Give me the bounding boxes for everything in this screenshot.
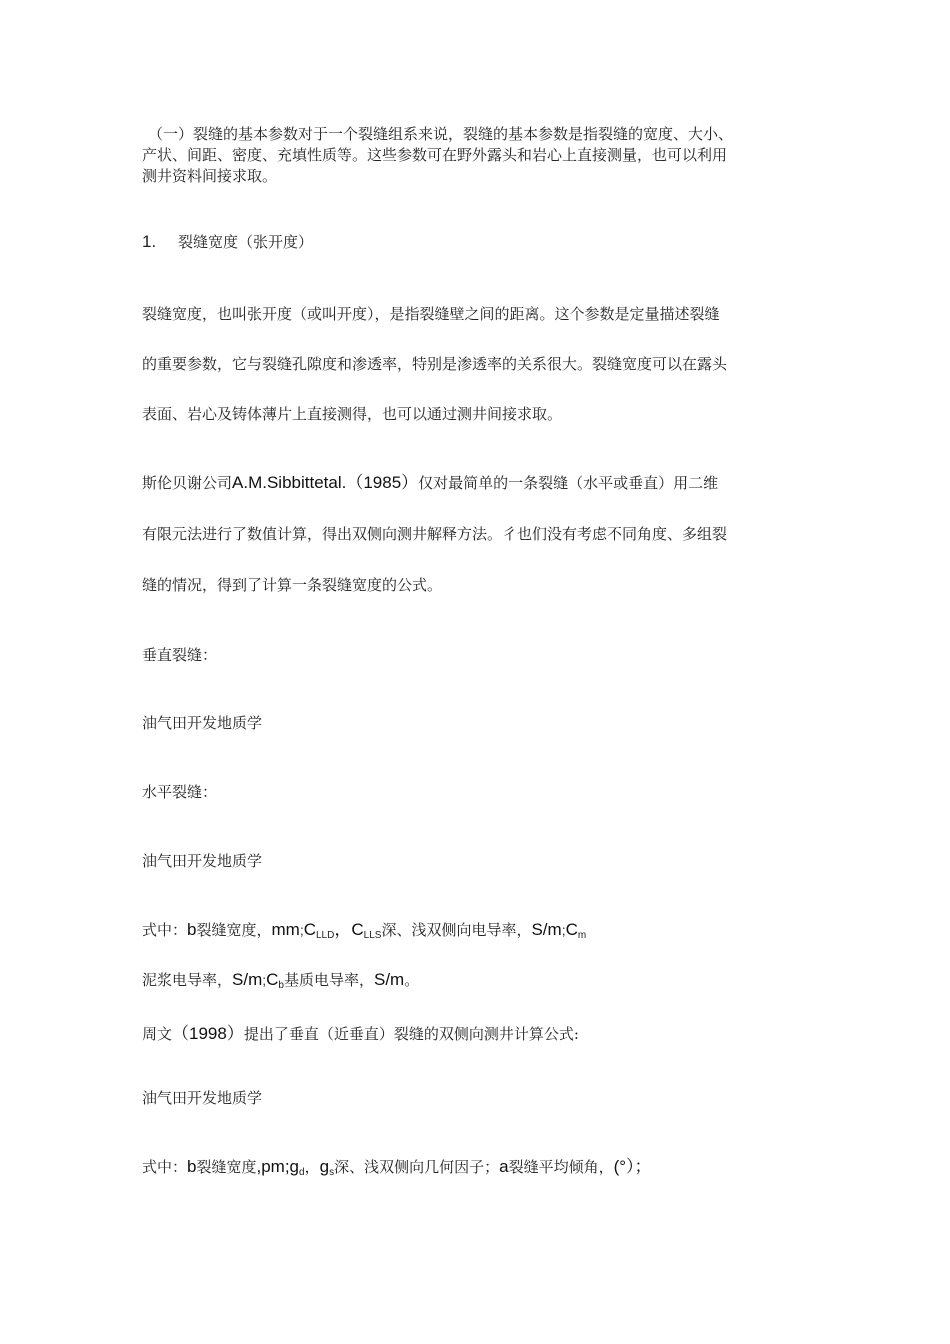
separator: ;: [262, 972, 267, 988]
where-clause-2: [142, 1157, 652, 1183]
where-clause-1: [142, 920, 586, 946]
author-name: 周文: [142, 1025, 173, 1043]
comma: ，: [334, 920, 352, 939]
subscript-d: d: [299, 1167, 305, 1178]
intro-paragraph: [142, 124, 812, 187]
section-heading-1: [142, 232, 313, 252]
subscript-lls: LLS: [363, 930, 382, 941]
period: 。: [404, 971, 420, 989]
comma: ，: [304, 1158, 320, 1176]
where-clause-1b: [142, 970, 419, 996]
para2-line-1-rest: 仅对最简单的一条裂缝（水平或垂直）用二维: [418, 474, 719, 492]
separator: ;: [299, 922, 304, 938]
para3: [142, 1024, 579, 1044]
symbol-c: C: [303, 920, 316, 939]
subscript-m: m: [577, 930, 587, 941]
where-prefix: 式中：: [142, 1158, 188, 1176]
subscript-lld: LLD: [316, 930, 335, 941]
symbol-b: b: [187, 920, 197, 939]
symbol-b: b: [187, 1157, 197, 1176]
para1-line-1: 裂缝宽度，也叫张开度（或叫开度），是指裂缝壁之间的距离。这个参数是定量描述裂缝: [142, 305, 720, 323]
symbol-c: C: [351, 920, 364, 939]
term-text: 裂缝平均倾角，: [508, 1158, 614, 1176]
unit-sm: S/m: [232, 970, 263, 989]
para1-line-2: 的重要参数，它与裂缝孔隙度和渗透率，特别是渗透率的关系很大。裂缝宽度可以在露头: [142, 355, 728, 373]
subscript-s: s: [329, 1167, 335, 1178]
para2-line-2: 有限元法进行了数值计算，得出双侧向测井解释方法。彳也们没有考虑不同角度、多组裂: [142, 525, 728, 543]
term-text: 裂缝宽度: [196, 1158, 257, 1176]
vertical-fracture-label: 垂直裂缝：: [142, 646, 218, 664]
citation-year: （1998）: [172, 1024, 244, 1043]
para1-line-3: 表面、岩心及铸体薄片上直接测得，也可以通过测井间接求取。: [142, 405, 563, 423]
formula-placeholder-2: 油气田开发地质学: [142, 852, 263, 870]
intro-line-2: 产状、间距、密度、充填性质等。这些参数可在野外露头和岩心上直接测量，也可以利用: [142, 146, 728, 164]
para3-text: 提出了垂直（近垂直）裂缝的双侧向测井计算公式:: [243, 1025, 579, 1043]
term-text: 深、浅双侧向几何因子；: [334, 1158, 500, 1176]
section-title: 裂缝宽度（张开度）: [178, 233, 314, 251]
unit-degree: (°）；: [613, 1157, 652, 1176]
term-text: 深、浅双侧向电导率，: [381, 921, 532, 939]
citation: A.M.Sibbittetal.（1985）: [232, 473, 419, 492]
para2-line-3: 缝的情况，得到了计算一条裂缝宽度的公式。: [142, 576, 443, 594]
separator: ;: [561, 922, 566, 938]
term-text: 泥浆电导率，: [142, 971, 233, 989]
intro-line-3: 测井资料间接求取。: [142, 167, 278, 185]
section-number: 1.: [142, 232, 157, 251]
unit-sm: S/m: [531, 920, 562, 939]
unit-sm: S/m: [374, 970, 405, 989]
subscript-b: b: [278, 980, 284, 991]
formula-placeholder-1: 油气田开发地质学: [142, 714, 263, 732]
horizontal-fracture-label: 水平裂缝：: [142, 783, 218, 801]
term-text: 基质电导率，: [283, 971, 374, 989]
intro-line-1: （一）裂缝的基本参数对于一个裂缝组系来说，裂缝的基本参数是指裂缝的宽度、大小、: [148, 125, 734, 143]
unit-mm: mm: [271, 920, 300, 939]
symbol-g: g: [319, 1157, 330, 1176]
symbol-a: a: [499, 1157, 509, 1176]
para2-line-1: [142, 473, 718, 493]
formula-placeholder-3: 油气田开发地质学: [142, 1089, 263, 1107]
symbol-c: C: [266, 970, 279, 989]
where-prefix: 式中：: [142, 921, 188, 939]
term-text: 裂缝宽度，: [196, 921, 272, 939]
unit-text: ,pm;g: [256, 1157, 300, 1176]
symbol-c: C: [565, 920, 578, 939]
company-name: 斯伦贝谢公司: [142, 474, 233, 492]
